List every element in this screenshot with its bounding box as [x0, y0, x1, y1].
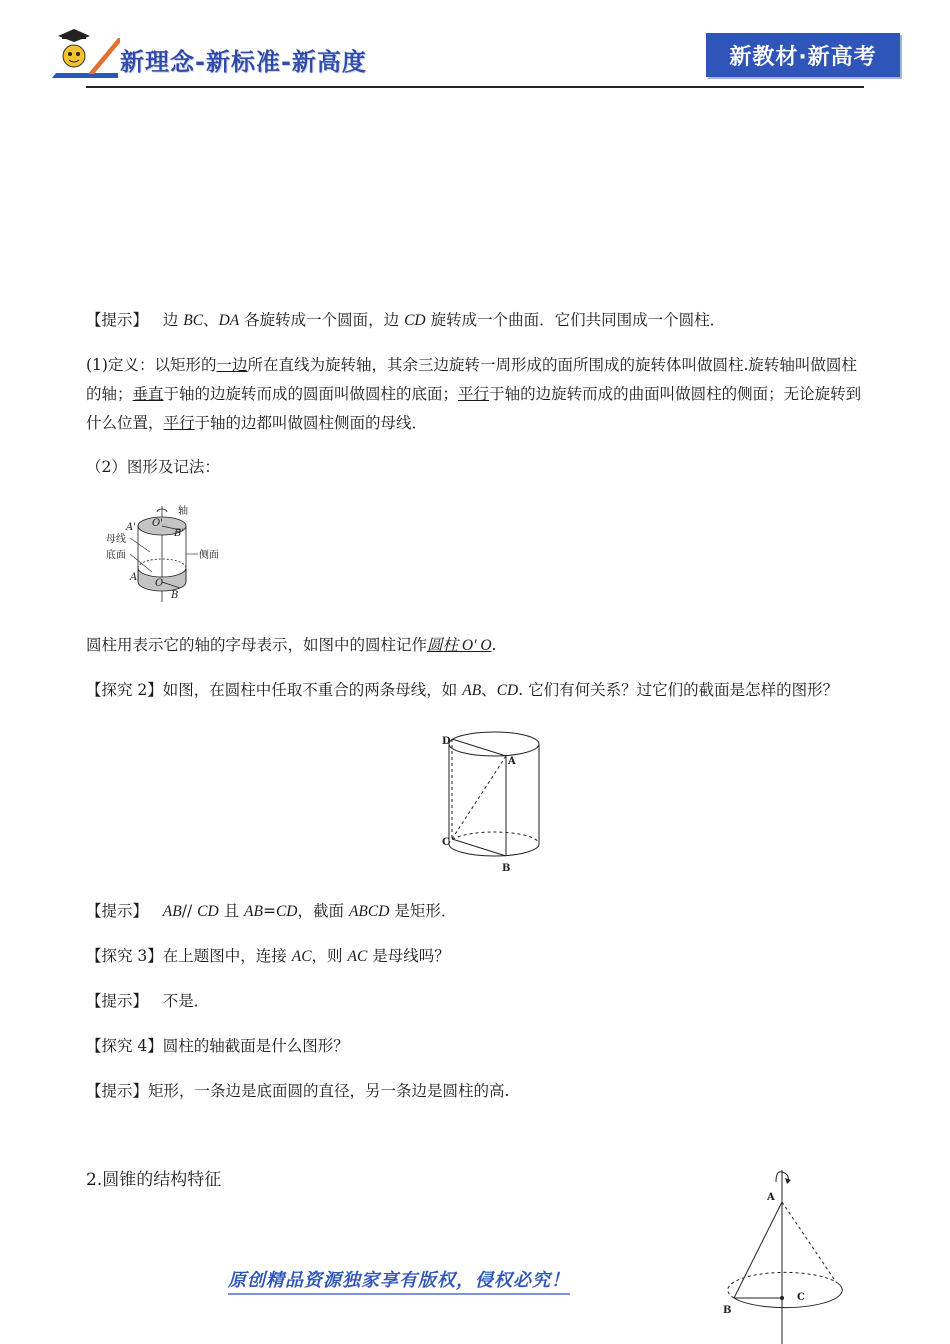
cylinder-diagram	[100, 502, 240, 604]
hint-4: 【提示】矩形，一条边是底面圆的直径，另一条边是圆柱的高.	[86, 1082, 510, 1100]
label-b: B	[171, 590, 179, 601]
label-o-prime: O'	[152, 518, 163, 529]
label-a: A	[130, 572, 138, 583]
explore-2: 【探究 2】如图，在圆柱中任取不重合的两条母线，如 AB、CD. 它们有何关系？过它们的截面是怎样的图形？	[86, 681, 839, 699]
hint-1: 【提示】 边 BC、DA 各旋转成一个圆面，边 CD 旋转成一个曲面．它们共同围成一个圆柱．	[86, 311, 726, 329]
label-c: C	[442, 837, 450, 848]
figure-heading: （2）图形及记法：	[86, 458, 220, 476]
cylinder-definition: (1)定义：以矩形的一边所在直线为旋转轴，其余三边旋转一周形成的面所围成的旋转体叫做圆柱.旋转轴叫做圆柱的轴；垂直于轴的边旋转而成的圆面叫做圆柱的底面；平行于轴的边旋转而成的曲面叫做圆柱的侧面；无论旋转到什么位置，平行于轴的边都叫做圆柱侧面的母线．	[86, 356, 862, 432]
header-logo	[48, 26, 120, 80]
cylinder-section-diagram	[436, 726, 546, 876]
explore-label: 【探究 4】	[86, 1037, 163, 1055]
label-a-prime: A'	[126, 522, 136, 533]
explore-3: 【探究 3】在上题图中，连接 AC，则 AC 是母线吗？	[86, 947, 450, 965]
explore-label: 【探究 2】	[86, 681, 163, 699]
header-divider	[86, 86, 864, 88]
label-a: A	[508, 756, 516, 767]
label-b-prime: B'	[174, 528, 185, 539]
label-d: D	[442, 736, 451, 747]
hint-3: 【提示】 不是．	[86, 992, 210, 1010]
label-c: C	[797, 1292, 805, 1303]
hint-2: 【提示】 AB// CD 且 AB=CD，截面 ABCD 是矩形．	[86, 902, 457, 920]
hint-label: 【提示】	[86, 311, 149, 329]
label-generatrix: 母线	[106, 534, 126, 545]
cone-diagram	[716, 1168, 846, 1344]
hint-label: 【提示】	[86, 1082, 149, 1100]
label-b: B	[723, 1305, 732, 1316]
section-title-cone: 2.圆锥的结构特征	[86, 1170, 222, 1190]
hint-label: 【提示】	[86, 992, 149, 1010]
label-b: B	[502, 863, 511, 874]
label-a: A	[767, 1192, 775, 1203]
cylinder-notation: 圆柱用表示它的轴的字母表示，如图中的圆柱记作圆柱 O′ O.	[86, 636, 497, 654]
explore-4: 【探究 4】圆柱的轴截面是什么图形？	[86, 1037, 349, 1055]
explore-label: 【探究 3】	[86, 947, 163, 965]
label-axis: 轴	[178, 506, 188, 517]
label-base: 底面	[106, 550, 126, 561]
copyright-banner: 原创精品资源独家享有版权，侵权必究！	[228, 1266, 570, 1295]
mascot-icon	[48, 26, 120, 80]
header-slogan: 新理念-新标准-新高度	[120, 48, 367, 76]
header-badge: 新教材·新高考	[706, 33, 900, 77]
label-lateral: 侧面	[199, 550, 219, 561]
label-o: O	[155, 578, 164, 589]
hint-label: 【提示】	[86, 902, 149, 920]
